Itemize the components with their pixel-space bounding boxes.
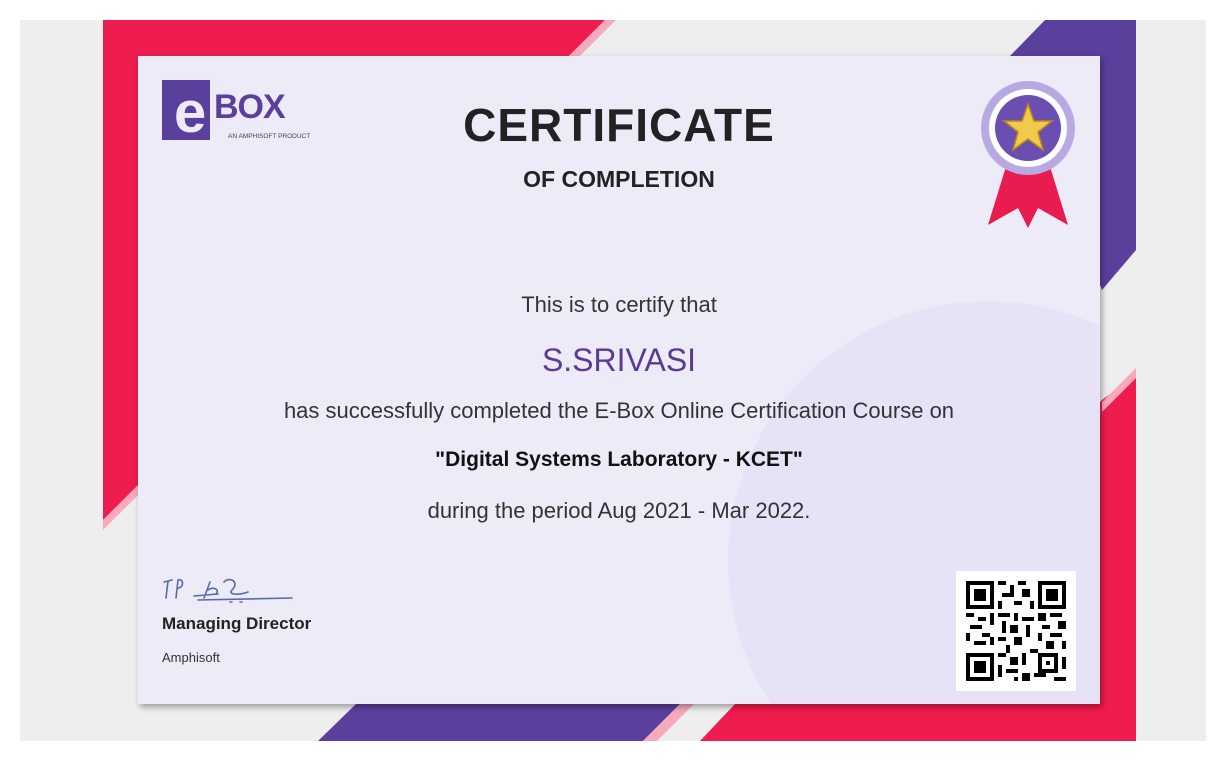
certificate-card [138,56,1100,704]
completion-statement: has successfully completed the E-Box Online Certification Course on [283,398,955,423]
qr-code[interactable] [956,571,1076,691]
logo-mark-letter: e [174,80,207,145]
course-period: during the period Aug 2021 - Mar 2022. [427,498,811,523]
red-stripe-bottom [700,704,1136,741]
certificate-title: CERTIFICATE [463,99,775,151]
signatory-title: Managing Director [162,614,312,633]
recipient-name: S.SRIVASI [541,342,697,378]
logo-wordmark: BOX [214,88,285,126]
purple-stripe-bottom [318,704,680,741]
logo-tagline: AN AMPHISOFT PRODUCT [228,133,311,140]
signature-icon [158,568,298,608]
certify-intro: This is to certify that [521,292,717,317]
star-ribbon-badge-icon [978,80,1078,230]
course-name: "Digital Systems Laboratory - KCET" [435,448,803,471]
certificate-subtitle: OF COMPLETION [523,166,715,192]
qr-code-icon [966,581,1066,681]
signatory-organization: Amphisoft [162,650,220,665]
signature-stroke [164,580,292,602]
